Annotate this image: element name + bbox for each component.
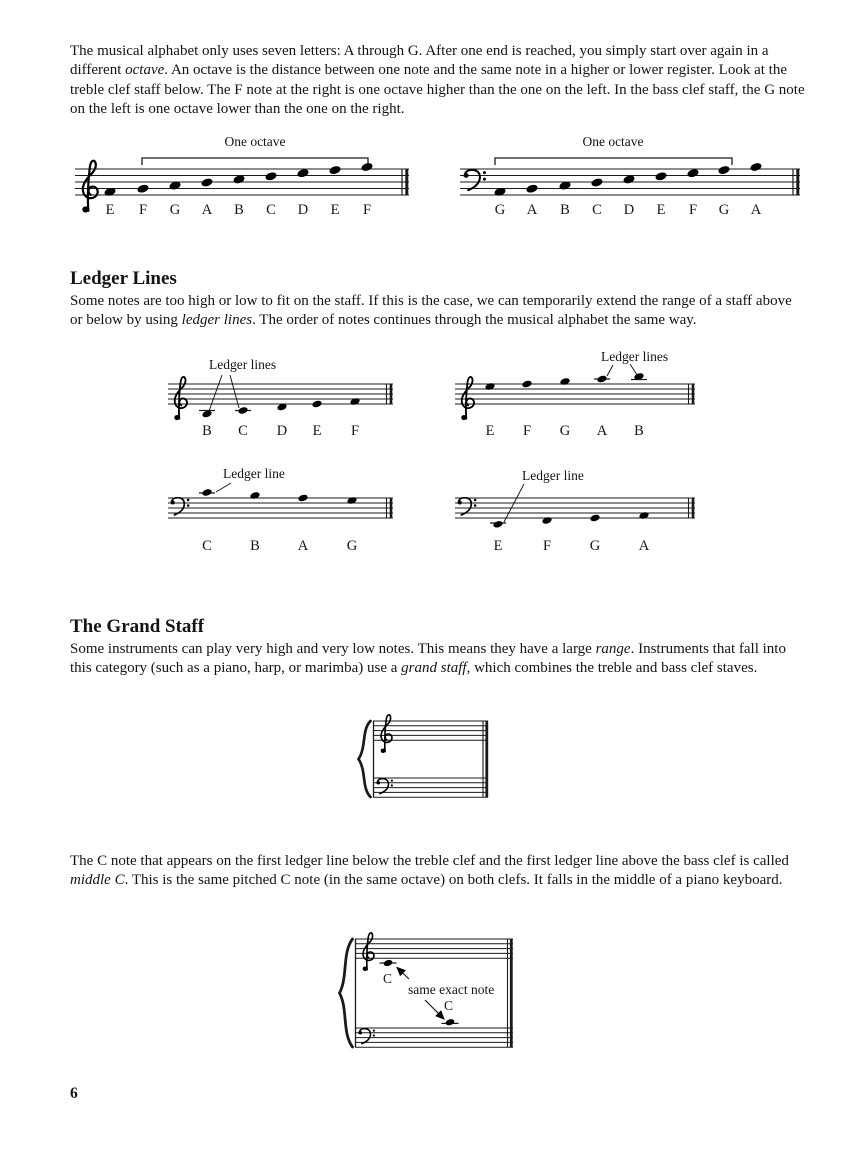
note-letter: E [312,423,322,439]
treble-octave-example [70,135,420,225]
noteheads [103,162,373,197]
ledger-line-label: Ledger line [223,466,285,481]
note-letter: B [560,202,570,218]
middle-c-paragraph: The C note that appears on the first ledger line below the treble clef and the first ledger line above the bass clef is called middle C. This is the same pitched C note (in the same octave) on both clefs. It falls in the middle of a piano keyboard. [70,853,789,889]
note-letter: A [596,423,608,439]
octave-bracket [142,158,368,165]
staff [165,350,400,428]
note-letter: F [362,202,372,218]
middle-c-figure [330,920,530,1062]
brace-icon [340,939,353,1047]
intro-paragraph: The musical alphabet only uses seven letters: A through G. After one end is reached, you simply start over again in a different octave. An octave is the distance between one note and the same note in a higher or lower register. Look at the treble clef staff below. The F note at the right is one octave higher than the one on the left. In the bass clef staff, the G note on the left is one octave lower than the one on the right. [70,43,805,117]
ledger-line-label: Ledger line [522,468,584,483]
pointer-lines [209,375,239,411]
page-number: 6 [70,1085,78,1102]
note-letter: A [201,202,213,218]
note-letter: F [350,423,360,439]
note-letter: G [346,538,358,554]
middle-c-notehead-bass [445,1018,455,1026]
noteheads [202,397,361,418]
bass-clef-icon [458,498,477,515]
note-letter: E [656,202,666,218]
note-letter: F [542,538,552,554]
note-letter: E [105,202,115,218]
pointer-line [216,483,231,492]
bass-clef-icon [464,170,486,190]
note-letter: D [276,423,288,439]
arrow-to-bass-c [425,1000,444,1019]
octave-bracket-label: One octave [224,134,286,149]
treble-c-label: C [383,971,393,986]
ledger-lines-paragraph: Some notes are too high or low to fit on the staff. If this is the case, we can temporarily extend the range of a staff above or below by using ledger lines. The order of notes continues through the musical alphabet the same way. [70,293,792,329]
octave-bracket [495,158,732,165]
noteheads [485,372,645,391]
note-letter: G [718,202,730,218]
same-exact-note-label: same exact note [408,982,495,997]
note-letter: B [234,202,244,218]
note-letter: F [138,202,148,218]
note-letter: D [623,202,635,218]
ledger-example-bass-above [165,462,405,560]
note-letter: C [266,202,276,218]
grand-staff-heading: The Grand Staff [70,616,205,637]
octave-bracket-label: One octave [582,134,644,149]
note-letter: F [688,202,698,218]
note-letter: E [330,202,340,218]
grand-staff-paragraph: Some instruments can play very high and very low notes. This means they have a large range. Instruments that fall into this category (such as a piano, harp, or marimba) use a grand staff, which combines the treble and bass clef staves. [70,641,786,677]
grand-staff-figure [350,700,510,815]
bass-clef-icon [359,1029,375,1044]
noteheads [202,488,358,505]
note-letter: G [589,538,601,554]
noteheads [493,162,762,197]
bass-clef-icon [377,779,393,794]
note-letter: D [297,202,309,218]
bass-c-label: C [444,998,454,1013]
brace-icon [359,721,371,797]
note-letter: A [638,538,650,554]
ledger-lines-label: Ledger lines [601,349,669,364]
note-letter: E [493,538,503,554]
pointer-lines [607,364,638,377]
ledger-example-treble-below [165,350,405,446]
arrow-to-treble-c [397,968,409,980]
note-letter: A [297,538,309,554]
note-letter: A [526,202,538,218]
note-letter: E [485,423,495,439]
note-letter: G [494,202,506,218]
bass-clef-icon [171,498,190,515]
note-letter: B [250,538,260,554]
note-letter: B [202,423,212,439]
noteheads [493,511,650,528]
ledger-lines-label: Ledger lines [209,357,277,372]
note-letter: C [238,423,248,439]
note-letter: C [202,538,212,554]
middle-c-notehead-treble [383,959,393,967]
ledger-example-bass-below [450,462,700,560]
note-letter: G [559,423,571,439]
note-letter: C [592,202,602,218]
grand-staff [350,700,510,812]
note-letter: B [634,423,644,439]
note-letter: F [522,423,532,439]
bass-octave-example [455,135,815,225]
note-letter: G [169,202,181,218]
ledger-lines-heading: Ledger Lines [70,268,177,289]
note-letter: A [750,202,762,218]
ledger-example-treble-above [450,350,700,446]
